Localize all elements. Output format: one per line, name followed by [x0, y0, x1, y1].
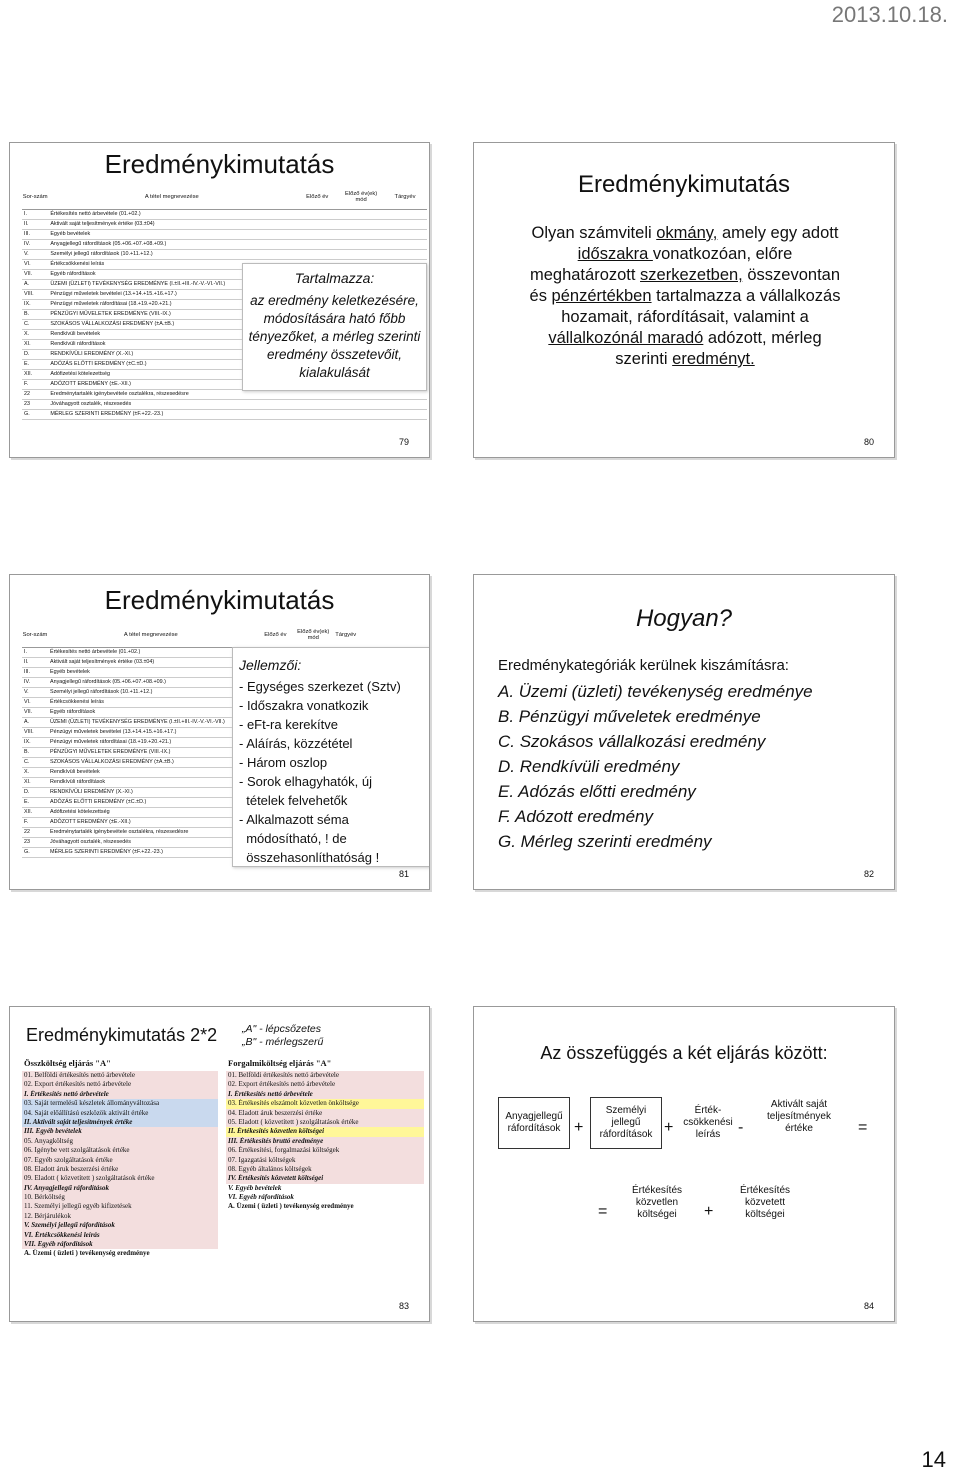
slide-title: Eredménykimutatás — [104, 585, 335, 615]
value-cell — [295, 229, 339, 239]
category-item: E. Adózás előtti eredmény — [498, 782, 696, 801]
characteristic-item: összehasonlíthatóság ! — [239, 850, 380, 865]
value-cell — [295, 209, 339, 219]
text: szerinti — [615, 350, 673, 368]
characteristic-item: - Aláírás, közzététel — [239, 736, 353, 751]
box-kozvetlen: Értékesítés közvetlen költségei — [620, 1175, 694, 1231]
characteristic-item: - Sorok elhagyhatók, új — [239, 774, 372, 789]
row-number: VII. — [22, 269, 48, 279]
value-cell — [295, 399, 339, 409]
cost-line: 06. Igénybe vett szolgáltatások értéke — [22, 1146, 218, 1155]
category-item: C. Szokásos vállalkozási eredmény — [498, 732, 766, 751]
row-number: V. — [22, 687, 48, 697]
row-number: B. — [22, 747, 48, 757]
value-cell — [383, 409, 427, 419]
cost-line: III. Egyéb bevételek — [22, 1127, 218, 1136]
cost-line: 10. Bérköltség — [22, 1193, 218, 1202]
text: és — [529, 287, 552, 305]
row-label: Pénzügyi műveletek bevételei (13.+14.+15.+16.+17.) — [48, 289, 295, 299]
column-head: Összköltség eljárás "A" — [24, 1059, 111, 1068]
text: hozamait, ráfordításait, valamint a — [561, 308, 809, 326]
value-cell — [339, 409, 383, 419]
row-number: IV. — [22, 677, 48, 687]
text: Olyan számviteli — [531, 224, 657, 242]
cost-line: 02. Export értékesítés nettó árbevétele — [22, 1080, 218, 1089]
row-number: II. — [22, 657, 48, 667]
callout-body: az eredmény keletkezésére, módosítására ható főbb tényezőket, a mérleg szerinti eredmény összetevőit, kialakulását — [248, 293, 421, 380]
slide-83 — [9, 1006, 430, 1322]
cost-line: 05. Anyagköltség — [22, 1137, 218, 1146]
term-eredmenyt: eredményt. — [672, 350, 755, 368]
table-row — [22, 209, 427, 219]
slide-title: Az összefüggés a két eljárás között: — [540, 1043, 828, 1063]
row-label: Egyéb ráfordítások — [48, 269, 295, 279]
value-cell — [383, 219, 427, 229]
box-aktivalt: Aktivált saját teljesítmények értéke — [754, 1091, 844, 1143]
row-label: PÉNZÜGYI MŰVELETEK EREDMÉNYE (VIII.-IX.) — [48, 747, 254, 757]
table-row — [22, 399, 427, 409]
row-label: Egyéb bevételek — [48, 667, 254, 677]
characteristic-item: - Egységes szerkezet (Sztv) — [239, 679, 401, 694]
cost-line: IV. Értékesítés közvetett költségei — [226, 1174, 424, 1183]
row-label: ÜZEMI (ÜZLETI) TEVÉKENYSÉG EREDMÉNYE (I.±II.+III.-IV.-V.-VI.-VII.) — [48, 717, 254, 727]
cost-line: III. Értékesítés bruttó eredménye — [226, 1137, 424, 1146]
row-label: Adófizetési kötelezettség — [48, 807, 254, 817]
col-targyev: Tárgyév — [383, 185, 427, 209]
row-label: ADÓZOTT EREDMÉNY (±E.-XII.) — [48, 817, 254, 827]
row-number: XI. — [22, 339, 48, 349]
text: meghatározott — [529, 266, 641, 284]
callout-head: Tartalmazza: — [294, 270, 375, 286]
slide-number: 83 — [398, 1301, 409, 1311]
row-number: A. — [22, 717, 48, 727]
equals-sign: = — [858, 1119, 868, 1136]
row-number: 22 — [22, 389, 48, 399]
col-sorszam: Sor-szám — [22, 185, 48, 209]
row-number: XII. — [22, 807, 48, 817]
characteristic-item: módosítható, ! de — [239, 831, 347, 846]
row-number: IX. — [22, 299, 48, 309]
category-item: A. Üzemi (üzleti) tevékenység eredménye — [498, 682, 813, 701]
cost-line: IV. Anyagjellegű ráfordítások — [22, 1184, 218, 1193]
cost-line: 01. Belföldi értékesítés nettó árbevétele — [226, 1071, 424, 1080]
osszkoltseg-column — [22, 1059, 218, 1259]
cost-line: VII. Egyéb ráfordítások — [22, 1240, 218, 1249]
characteristic-item: - eFt-ra kerekítve — [239, 717, 338, 732]
row-number: E. — [22, 797, 48, 807]
term-vallalkozonal: vállalkozónál maradó — [548, 329, 704, 347]
row-number: D. — [22, 349, 48, 359]
row-number: D. — [22, 787, 48, 797]
callout-jellemzoi — [232, 647, 430, 867]
cost-line: 03. Értékesítés elszámolt közvetlen önköltsége — [226, 1099, 424, 1108]
text: amely egy adott — [717, 224, 839, 242]
forgalmikoltseg-column — [226, 1059, 424, 1212]
row-label: ADÓZÁS ELŐTTI EREDMÉNY (±C.±D.) — [48, 797, 254, 807]
value-cell — [295, 239, 339, 249]
row-label: PÉNZÜGYI MŰVELETEK EREDMÉNYE (VIII.-IX.) — [48, 309, 295, 319]
slide-80 — [473, 142, 895, 458]
value-cell — [295, 409, 339, 419]
cost-line: 11. Személyi jellegű egyéb kifizetések — [22, 1202, 218, 1211]
characteristic-item: - Időszakra vonatkozik — [239, 698, 369, 713]
cost-line: 03. Saját termelésű készletek állományváltozása — [22, 1099, 218, 1108]
row-label: Eredménytartalék igénybevétele osztalékra, részesedésre — [48, 827, 254, 837]
category-item: D. Rendkívüli eredmény — [498, 757, 680, 776]
row-label: Rendkívüli bevételek — [48, 329, 295, 339]
value-cell — [339, 239, 383, 249]
cost-line: 07. Igazgatási költségek — [226, 1156, 424, 1165]
text: tartalmazza a vállalkozás — [651, 287, 841, 305]
table-row — [22, 249, 427, 259]
row-label: Aktivált saját teljesítmények értéke (03.±04) — [48, 657, 254, 667]
characteristic-item: tételek felvehetők — [239, 793, 348, 808]
value-cell — [383, 249, 427, 259]
row-label: RENDKÍVÜLI EREDMÉNY (X.-XI.) — [48, 349, 295, 359]
row-label: MÉRLEG SZERINTI EREDMÉNY (±F.+22.-23.) — [48, 847, 254, 857]
text: összevontan — [742, 266, 841, 284]
row-number: B. — [22, 309, 48, 319]
value-cell — [383, 239, 427, 249]
box-szemelyi: Személyi jellegű ráfordítások — [590, 1097, 662, 1149]
row-label: RENDKÍVÜLI EREDMÉNY (X.-XI.) — [48, 787, 254, 797]
value-cell — [339, 209, 383, 219]
row-label: Személyi jellegű ráfordítások (10.+11.+12.) — [48, 687, 254, 697]
category-list — [498, 679, 813, 854]
value-cell — [383, 399, 427, 409]
text: adózott, mérleg — [703, 329, 822, 347]
term-penzertekben: pénzértékben — [551, 287, 652, 305]
row-number: F. — [22, 379, 48, 389]
characteristic-item: - Három oszlop — [239, 755, 328, 770]
slide-81 — [9, 574, 430, 890]
category-item: F. Adózott eredmény — [498, 807, 653, 826]
row-label: Értékesítés nettó árbevétele (01.+02.) — [48, 647, 254, 657]
row-label: Jóváhagyott osztalék, részesedés — [48, 837, 254, 847]
value-cell — [295, 219, 339, 229]
slide-number: 80 — [863, 437, 874, 447]
category-item: B. Pénzügyi műveletek eredménye — [498, 707, 761, 726]
col-tetel: A tétel megnevezése — [48, 185, 295, 209]
plus-sign: + — [574, 1119, 584, 1136]
row-label: Jóváhagyott osztalék, részesedés — [48, 399, 295, 409]
page-number: 14 — [921, 1447, 946, 1472]
term-idoszakra: időszakra — [577, 245, 653, 263]
row-label: SZOKÁSOS VÁLLALKOZÁSI EREDMÉNY (±A.±B.) — [48, 319, 295, 329]
value-cell — [295, 249, 339, 259]
row-number: XI. — [22, 777, 48, 787]
cost-line: I. Értékesítés nettó árbevétele — [226, 1090, 424, 1099]
row-label: MÉRLEG SZERINTI EREDMÉNY (±F.+22.-23.) — [48, 409, 295, 419]
slide-title: Eredménykimutatás 2*2 — [26, 1025, 218, 1045]
row-label: Eredménytartalék igénybevétele osztalékra, részesedésre — [48, 389, 295, 399]
note-legend — [242, 1023, 323, 1049]
cost-line: II. Aktivált saját teljesítmények értéke — [22, 1118, 218, 1127]
row-number: III. — [22, 667, 48, 677]
row-label: Rendkívüli ráfordítások — [48, 777, 254, 787]
table-row — [22, 219, 427, 229]
row-label: ADÓZOTT EREDMÉNY (±E.-XII.) — [48, 379, 295, 389]
row-number: F. — [22, 817, 48, 827]
row-label: Rendkívüli bevételek — [48, 767, 254, 777]
row-number: IV. — [22, 239, 48, 249]
minus-sign: - — [738, 1119, 744, 1136]
cost-line: A. Üzemi ( üzleti ) tevékenység eredménye — [228, 1202, 354, 1211]
row-label: Anyagjellegű ráfordítások (05.+06.+07.+08.+09.) — [48, 677, 254, 687]
slide-title: Hogyan? — [635, 605, 733, 632]
value-cell — [383, 229, 427, 239]
header-date: 2013.10.18. — [831, 2, 948, 27]
row-number: X. — [22, 767, 48, 777]
row-label: SZOKÁSOS VÁLLALKOZÁSI EREDMÉNY (±A.±B.) — [48, 757, 254, 767]
row-number: X. — [22, 329, 48, 339]
box-ertekcsokkenes: Érték-csökkenési leírás — [678, 1097, 738, 1149]
cost-line: 01. Belföldi értékesítés nettó árbevétele — [22, 1071, 218, 1080]
term-okmany: okmány, — [656, 224, 718, 242]
cost-line: 06. Értékesítési, forgalmazási költségek — [226, 1146, 424, 1155]
slide-number: 79 — [398, 437, 409, 447]
row-label: Értékesítés nettó árbevétele (01.+02.) — [48, 209, 295, 219]
row-label: ÜZEMI (ÜZLETI) TEVÉKENYSÉG EREDMÉNYE (I.±II.+III.-IV.-V.-VI.-VII.) — [48, 279, 295, 289]
cost-line: VI. Egyéb ráfordítások — [228, 1193, 294, 1202]
row-number: 23 — [22, 399, 48, 409]
row-label: Aktivált saját teljesítmények értéke (03.±04) — [48, 219, 295, 229]
row-number: XII. — [22, 369, 48, 379]
slide-number: 82 — [863, 869, 874, 879]
cost-line: 08. Egyéb általános költségek — [226, 1165, 424, 1174]
slide-84 — [473, 1006, 895, 1322]
row-number: A. — [22, 279, 48, 289]
callout-tartalmazza — [242, 263, 427, 391]
row-number: I. — [22, 209, 48, 219]
row-number: 23 — [22, 837, 48, 847]
characteristic-item: - Alkalmazott séma — [239, 812, 349, 827]
row-label: Pénzügyi műveletek ráfordításai (18.+19.+20.+21.) — [48, 299, 295, 309]
column-head: Forgalmiköltség eljárás "A" — [228, 1059, 332, 1068]
note-b: „B" - mérlegszerű — [242, 1036, 324, 1048]
col-elozo-mod: Előző év(ek) mód — [339, 185, 383, 209]
row-label: Adófizetési kötelezettség — [48, 369, 295, 379]
cost-line: II. Értékesítés közvetlen költségei — [226, 1127, 424, 1136]
plus-sign: + — [664, 1119, 674, 1136]
note-a: „A" - lépcsőzetes — [242, 1023, 322, 1035]
row-label: Rendkívüli ráfordítások — [48, 339, 295, 349]
table-row — [22, 409, 427, 419]
value-cell — [339, 249, 383, 259]
cost-line: 02. Export értékesítés nettó árbevétele — [226, 1080, 424, 1089]
col-sorszam: Sor-szám — [22, 623, 48, 647]
col-targyev: Tárgyév — [329, 623, 362, 647]
row-number: 22 — [22, 827, 48, 837]
row-number: E. — [22, 359, 48, 369]
row-number: II. — [22, 219, 48, 229]
category-item: G. Mérleg szerinti eredmény — [498, 832, 712, 851]
box-kozvetett: Értékesítés közvetett költségei — [728, 1175, 802, 1231]
row-number: VI. — [22, 259, 48, 269]
equals-sign: = — [598, 1203, 608, 1220]
row-number: VI. — [22, 697, 48, 707]
row-number: C. — [22, 757, 48, 767]
slide-82 — [473, 574, 895, 890]
cost-line: V. Személyi jellegű ráfordítások — [22, 1221, 218, 1230]
cost-line: 08. Eladott áruk beszerzési értéke — [22, 1165, 218, 1174]
value-cell — [339, 399, 383, 409]
cost-line: 09. Eladott ( közvetített ) szolgáltatások értéke — [22, 1174, 218, 1183]
col-elozo-mod: Előző év(ek) mód — [297, 623, 329, 647]
row-number: I. — [22, 647, 48, 657]
row-label: Egyéb bevételek — [48, 229, 295, 239]
slide-79 — [9, 142, 430, 458]
row-label: ADÓZÁS ELŐTTI EREDMÉNY (±C.±D.) — [48, 359, 295, 369]
cost-line: 07. Egyéb szolgáltatások értéke — [22, 1156, 218, 1165]
characteristics-list — [239, 677, 424, 867]
row-number: G. — [22, 847, 48, 857]
value-cell — [339, 219, 383, 229]
table-row — [22, 229, 427, 239]
slide-title: Eredménykimutatás — [577, 171, 791, 198]
callout-head: Jellemzői: — [239, 657, 302, 673]
col-elozo: Előző év — [295, 185, 339, 209]
row-number: VII. — [22, 707, 48, 717]
row-label: Egyéb ráfordítások — [48, 707, 254, 717]
intro-text: Eredménykategóriák kerülnek kiszámításra: — [498, 657, 789, 674]
row-label: Pénzügyi műveletek bevételei (13.+14.+15.+16.+17.) — [48, 727, 254, 737]
row-number: G. — [22, 409, 48, 419]
slide-number: 81 — [398, 869, 409, 879]
plus-sign: + — [704, 1203, 714, 1220]
text: vonatkozóan, előre — [652, 245, 793, 263]
row-number: VIII. — [22, 289, 48, 299]
cost-line: 04. Eladott áruk beszerzési értéke — [226, 1109, 424, 1118]
row-label: Értékcsökkenési leírás — [48, 697, 254, 707]
row-number: C. — [22, 319, 48, 329]
row-label: Anyagjellegű ráfordítások (05.+06.+07.+08.+09.) — [48, 239, 295, 249]
row-number: IX. — [22, 737, 48, 747]
row-label: Pénzügyi műveletek ráfordításai (18.+19.+20.+21.) — [48, 737, 254, 747]
term-szerkezetben: szerkezetben, — [640, 266, 743, 284]
row-label: Személyi jellegű ráfordítások (10.+11.+12.) — [48, 249, 295, 259]
row-label: Értékcsökkenési leírás — [48, 259, 295, 269]
row-number: V. — [22, 249, 48, 259]
box-anyagjellegu: Anyagjellegű ráfordítások — [498, 1097, 570, 1149]
definition-text — [480, 223, 890, 370]
cost-line: V. Egyéb bevételek — [228, 1183, 282, 1192]
cost-line: VI. Értékcsökkenési leírás — [22, 1231, 218, 1240]
cost-line: 05. Eladott ( közvetített ) szolgáltatások értéke — [226, 1118, 424, 1127]
row-number: VIII. — [22, 727, 48, 737]
row-number: III. — [22, 229, 48, 239]
col-elozo: Előző év — [254, 623, 297, 647]
cost-line: 12. Bérjárulékok — [22, 1212, 218, 1221]
col-tetel: A tétel megnevezése — [48, 623, 254, 647]
table-row — [22, 239, 427, 249]
cost-line: A. Üzemi ( üzleti ) tevékenység eredménye — [24, 1249, 150, 1258]
cost-line: I. Értékesítés nettó árbevétele — [22, 1090, 218, 1099]
value-cell — [383, 209, 427, 219]
cost-line: 04. Saját előállítású eszközök aktivált értéke — [22, 1109, 218, 1118]
slide-number: 84 — [863, 1301, 874, 1311]
slide-title: Eredménykimutatás — [104, 149, 335, 179]
value-cell — [339, 229, 383, 239]
